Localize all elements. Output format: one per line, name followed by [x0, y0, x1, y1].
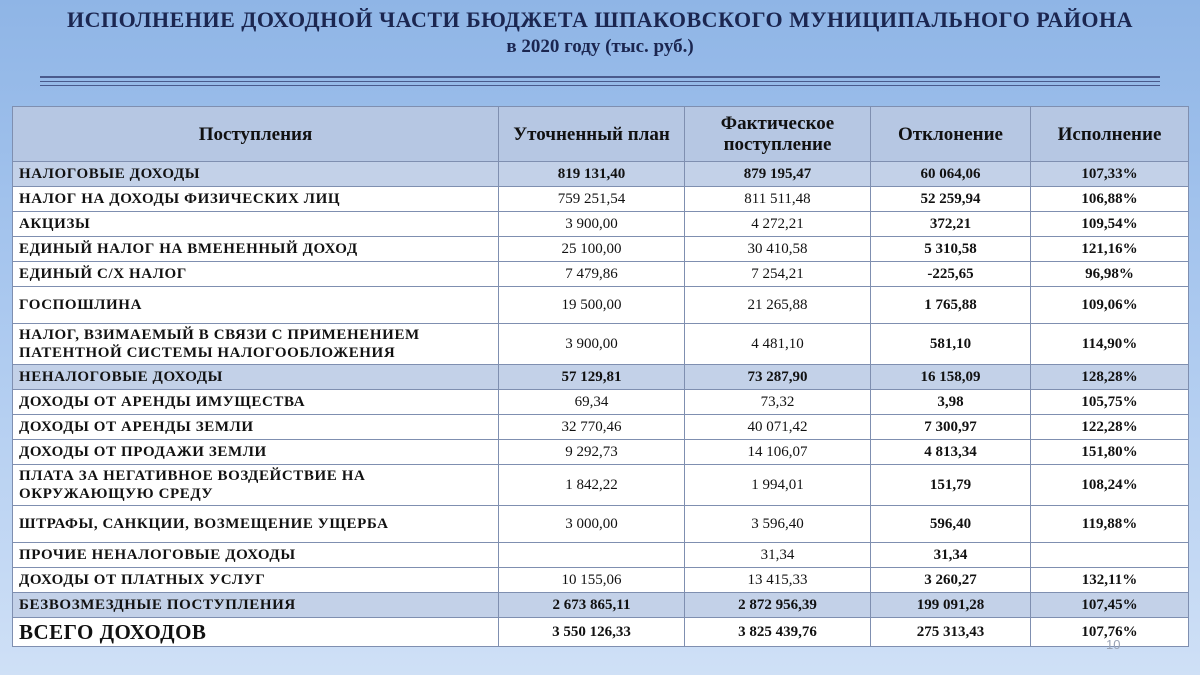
row-actual: 21 265,88	[685, 287, 871, 324]
table-row	[13, 390, 1189, 415]
row-deviation: 372,21	[871, 212, 1031, 237]
row-actual: 31,34	[685, 543, 871, 568]
row-execution: 107,45%	[1031, 593, 1189, 618]
row-name: ЕДИНЫЙ С/Х НАЛОГ	[13, 262, 499, 287]
row-deviation: 5 310,58	[871, 237, 1031, 262]
row-plan: 9 292,73	[499, 440, 685, 465]
row-deviation: 596,40	[871, 506, 1031, 543]
row-plan	[499, 543, 685, 568]
row-deviation: 151,79	[871, 465, 1031, 506]
table-row	[13, 287, 1189, 324]
row-actual: 3 825 439,76	[685, 618, 871, 647]
row-deviation: 275 313,43	[871, 618, 1031, 647]
row-deviation: 16 158,09	[871, 365, 1031, 390]
row-execution: 105,75%	[1031, 390, 1189, 415]
title-divider-thin	[40, 85, 1160, 86]
row-plan: 69,34	[499, 390, 685, 415]
row-actual: 13 415,33	[685, 568, 871, 593]
table-row-non-tax-income	[13, 365, 1189, 390]
row-execution: 106,88%	[1031, 187, 1189, 212]
row-plan: 3 550 126,33	[499, 618, 685, 647]
row-deviation: 52 259,94	[871, 187, 1031, 212]
table-row	[13, 415, 1189, 440]
row-execution: 108,24%	[1031, 465, 1189, 506]
table-row	[13, 187, 1189, 212]
table-row	[13, 465, 1189, 506]
table-row	[13, 440, 1189, 465]
table-row-tax-income	[13, 162, 1189, 187]
title-line-2: в 2020 году (тыс. руб.)	[506, 36, 694, 57]
title-line-1: ИСПОЛНЕНИЕ ДОХОДНОЙ ЧАСТИ БЮДЖЕТА ШПАКОВСКОГО МУНИЦИПАЛЬНОГО РАЙОНА	[67, 7, 1133, 32]
row-plan: 57 129,81	[499, 365, 685, 390]
row-actual: 1 994,01	[685, 465, 871, 506]
row-deviation: 199 091,28	[871, 593, 1031, 618]
title-divider-thin	[40, 81, 1160, 82]
header-execution: Исполнение	[1031, 107, 1189, 162]
row-name: ДОХОДЫ ОТ ПЛАТНЫХ УСЛУГ	[13, 568, 499, 593]
row-execution: 107,33%	[1031, 162, 1189, 187]
row-plan: 819 131,40	[499, 162, 685, 187]
table-row	[13, 324, 1189, 365]
row-name: БЕЗВОЗМЕЗДНЫЕ ПОСТУПЛЕНИЯ	[13, 593, 499, 618]
row-plan: 1 842,22	[499, 465, 685, 506]
row-actual: 73 287,90	[685, 365, 871, 390]
row-name: НАЛОГ НА ДОХОДЫ ФИЗИЧЕСКИХ ЛИЦ	[13, 187, 499, 212]
row-name: НАЛОГОВЫЕ ДОХОДЫ	[13, 162, 499, 187]
row-execution: 109,06%	[1031, 287, 1189, 324]
row-actual: 30 410,58	[685, 237, 871, 262]
row-plan: 32 770,46	[499, 415, 685, 440]
row-name: ВСЕГО ДОХОДОВ	[13, 618, 499, 647]
row-plan: 2 673 865,11	[499, 593, 685, 618]
row-execution: 107,76%	[1031, 618, 1189, 647]
row-execution: 121,16%	[1031, 237, 1189, 262]
table-row	[13, 237, 1189, 262]
row-execution: 114,90%	[1031, 324, 1189, 365]
row-actual: 4 481,10	[685, 324, 871, 365]
row-plan: 759 251,54	[499, 187, 685, 212]
row-execution: 96,98%	[1031, 262, 1189, 287]
row-name: ЕДИНЫЙ НАЛОГ НА ВМЕНЕННЫЙ ДОХОД	[13, 237, 499, 262]
table-row-grants	[13, 593, 1189, 618]
row-plan: 10 155,06	[499, 568, 685, 593]
row-plan: 3 900,00	[499, 324, 685, 365]
row-deviation: 4 813,34	[871, 440, 1031, 465]
row-actual: 3 596,40	[685, 506, 871, 543]
row-execution: 119,88%	[1031, 506, 1189, 543]
row-actual: 2 872 956,39	[685, 593, 871, 618]
row-deviation: 7 300,97	[871, 415, 1031, 440]
table-row-total	[13, 618, 1189, 647]
row-execution: 132,11%	[1031, 568, 1189, 593]
row-execution: 151,80%	[1031, 440, 1189, 465]
header-deviation: Отклонение	[871, 107, 1031, 162]
budget-table	[12, 106, 1189, 647]
row-actual: 879 195,47	[685, 162, 871, 187]
table-header-row	[13, 107, 1189, 162]
row-name: ШТРАФЫ, САНКЦИИ, ВОЗМЕЩЕНИЕ УЩЕРБА	[13, 506, 499, 543]
row-actual: 811 511,48	[685, 187, 871, 212]
table-row	[13, 262, 1189, 287]
row-deviation: 60 064,06	[871, 162, 1031, 187]
table-row	[13, 506, 1189, 543]
row-deviation: 3 260,27	[871, 568, 1031, 593]
row-name: ДОХОДЫ ОТ АРЕНДЫ ИМУЩЕСТВА	[13, 390, 499, 415]
row-plan: 25 100,00	[499, 237, 685, 262]
row-deviation: 3,98	[871, 390, 1031, 415]
row-plan: 3 000,00	[499, 506, 685, 543]
header-plan: Уточненный план	[499, 107, 685, 162]
row-name: ПРОЧИЕ НЕНАЛОГОВЫЕ ДОХОДЫ	[13, 543, 499, 568]
row-name: НЕНАЛОГОВЫЕ ДОХОДЫ	[13, 365, 499, 390]
row-execution: 128,28%	[1031, 365, 1189, 390]
header-income: Поступления	[13, 107, 499, 162]
row-name: ПЛАТА ЗА НЕГАТИВНОЕ ВОЗДЕЙСТВИЕ НА ОКРУЖАЮЩУЮ СРЕДУ	[13, 465, 499, 506]
slide-title	[0, 6, 1200, 60]
row-actual: 40 071,42	[685, 415, 871, 440]
row-plan: 19 500,00	[499, 287, 685, 324]
row-deviation: 31,34	[871, 543, 1031, 568]
row-name: ДОХОДЫ ОТ АРЕНДЫ ЗЕМЛИ	[13, 415, 499, 440]
title-divider	[40, 76, 1160, 78]
row-name: АКЦИЗЫ	[13, 212, 499, 237]
row-deviation: 1 765,88	[871, 287, 1031, 324]
header-actual: Фактическое поступление	[685, 107, 871, 162]
row-execution	[1031, 543, 1189, 568]
row-actual: 7 254,21	[685, 262, 871, 287]
table-row	[13, 568, 1189, 593]
row-plan: 7 479,86	[499, 262, 685, 287]
table-row	[13, 543, 1189, 568]
row-actual: 4 272,21	[685, 212, 871, 237]
row-actual: 14 106,07	[685, 440, 871, 465]
row-plan: 3 900,00	[499, 212, 685, 237]
row-name: ДОХОДЫ ОТ ПРОДАЖИ ЗЕМЛИ	[13, 440, 499, 465]
row-name: НАЛОГ, ВЗИМАЕМЫЙ В СВЯЗИ С ПРИМЕНЕНИЕМ ПАТЕНТНОЙ СИСТЕМЫ НАЛОГООБЛОЖЕНИЯ	[13, 324, 499, 365]
row-name: ГОСПОШЛИНА	[13, 287, 499, 324]
row-deviation: -225,65	[871, 262, 1031, 287]
row-execution: 122,28%	[1031, 415, 1189, 440]
table-row	[13, 212, 1189, 237]
page-number: 10	[1106, 637, 1121, 652]
row-deviation: 581,10	[871, 324, 1031, 365]
row-execution: 109,54%	[1031, 212, 1189, 237]
row-actual: 73,32	[685, 390, 871, 415]
